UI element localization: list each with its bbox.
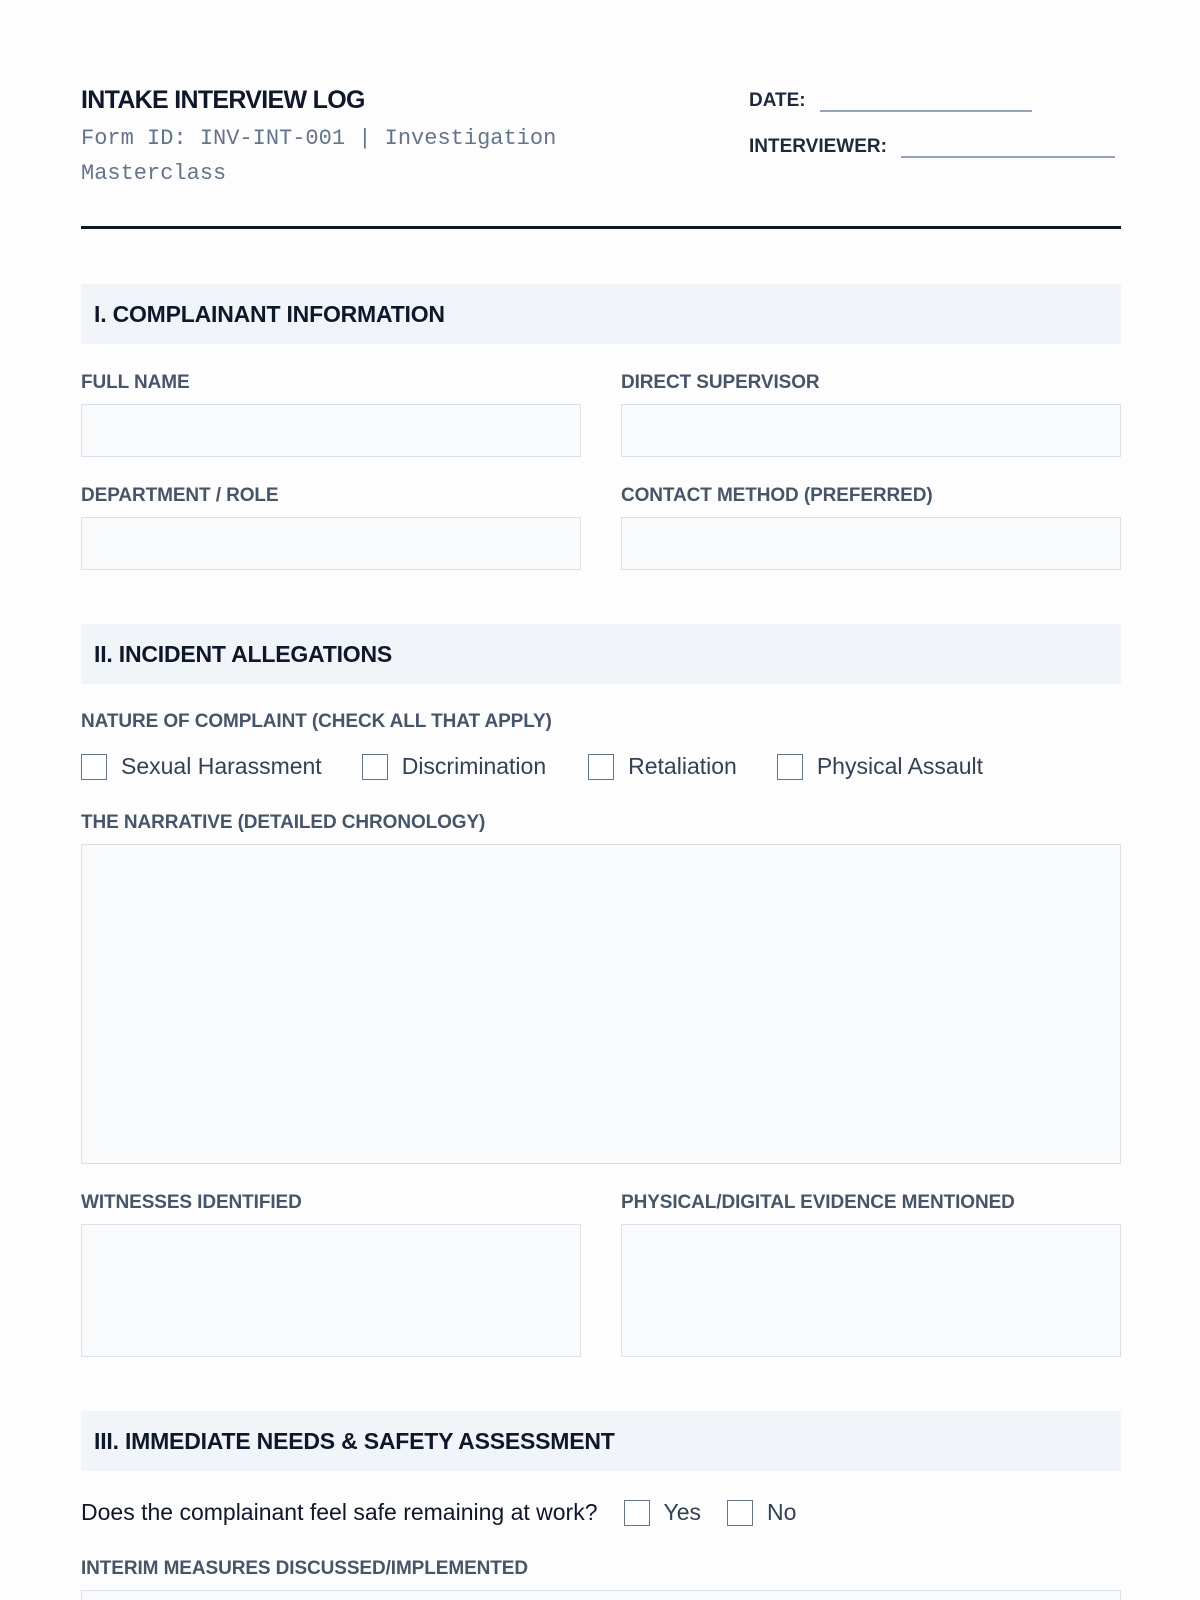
option-no[interactable] xyxy=(727,1499,796,1526)
section-complainant-heading: I. COMPLAINANT INFORMATION xyxy=(81,284,1121,344)
sexual-harassment-label: Sexual Harassment xyxy=(121,753,322,779)
nature-of-complaint-label: NATURE OF COMPLAINT (CHECK ALL THAT APPLY) xyxy=(81,711,552,732)
date-row xyxy=(749,82,1032,112)
witnesses-textarea[interactable] xyxy=(81,1224,581,1357)
physical-assault-label: Physical Assault xyxy=(816,753,984,779)
form-title: INTAKE INTERVIEW LOG xyxy=(81,86,365,114)
safety-question: Does the complainant feel safe remaining at work? xyxy=(81,1499,598,1525)
interviewer-label: INTERVIEWER: xyxy=(749,136,887,157)
no-checkbox[interactable] xyxy=(727,1500,753,1526)
option-retaliation[interactable] xyxy=(588,753,737,780)
direct-supervisor-label: DIRECT SUPERVISOR xyxy=(621,372,820,393)
witnesses-label: WITNESSES IDENTIFIED xyxy=(81,1192,302,1213)
date-field[interactable] xyxy=(820,86,1032,112)
complaint-type-options xyxy=(81,753,983,780)
full-name-input[interactable] xyxy=(81,404,581,457)
discrimination-checkbox[interactable] xyxy=(362,754,388,780)
sexual-harassment-checkbox[interactable] xyxy=(81,754,107,780)
full-name-label: FULL NAME xyxy=(81,372,190,393)
intake-form-page xyxy=(81,0,1121,1579)
section-incident-heading: II. INCIDENT ALLEGATIONS xyxy=(81,624,1121,684)
retaliation-label: Retaliation xyxy=(628,753,737,779)
interviewer-field[interactable] xyxy=(901,132,1115,158)
safety-question-row xyxy=(81,1499,796,1526)
retaliation-checkbox[interactable] xyxy=(588,754,614,780)
interviewer-row xyxy=(749,128,1115,158)
form-header xyxy=(81,0,1121,230)
department-role-input[interactable] xyxy=(81,517,581,570)
section-safety-heading: III. IMMEDIATE NEEDS & SAFETY ASSESSMENT xyxy=(81,1411,1121,1471)
direct-supervisor-input[interactable] xyxy=(621,404,1121,457)
narrative-label: THE NARRATIVE (DETAILED CHRONOLOGY) xyxy=(81,812,486,833)
option-discrimination[interactable] xyxy=(362,753,546,780)
discrimination-label: Discrimination xyxy=(401,753,547,779)
contact-method-label: CONTACT METHOD (PREFERRED) xyxy=(621,485,933,506)
header-divider xyxy=(81,226,1121,229)
interim-measures-label: INTERIM MEASURES DISCUSSED/IMPLEMENTED xyxy=(81,1558,528,1579)
no-label: No xyxy=(767,1499,797,1525)
form-subtitle: Form ID: INV-INT-001 | Investigation Masterclass xyxy=(81,126,557,186)
interim-measures-textarea[interactable] xyxy=(81,1590,1121,1600)
date-label: DATE: xyxy=(749,90,806,111)
yes-checkbox[interactable] xyxy=(624,1500,650,1526)
yes-label: Yes xyxy=(663,1499,702,1525)
evidence-label: PHYSICAL/DIGITAL EVIDENCE MENTIONED xyxy=(621,1192,1015,1213)
department-role-label: DEPARTMENT / ROLE xyxy=(81,485,279,506)
contact-method-input[interactable] xyxy=(621,517,1121,570)
option-sexual-harassment[interactable] xyxy=(81,753,322,780)
option-yes[interactable] xyxy=(624,1499,702,1526)
narrative-textarea[interactable] xyxy=(81,844,1121,1164)
evidence-textarea[interactable] xyxy=(621,1224,1121,1357)
option-physical-assault[interactable] xyxy=(777,753,983,780)
physical-assault-checkbox[interactable] xyxy=(777,754,803,780)
